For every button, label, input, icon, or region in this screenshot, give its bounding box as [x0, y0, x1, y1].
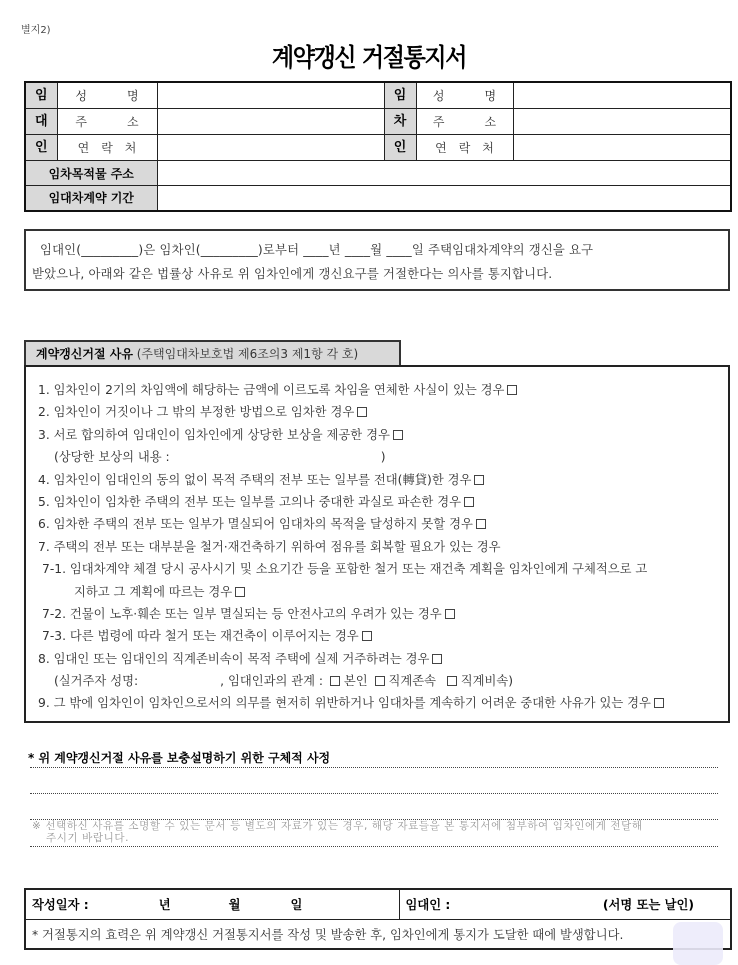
document-title: 계약갱신 거절통지서	[271, 43, 467, 72]
reason-text: 지하고 그 계획에 따르는 경우	[74, 584, 233, 599]
reason-checkbox[interactable]	[654, 698, 664, 708]
landlord-sign-cell[interactable]	[399, 889, 731, 919]
close-paren: )	[508, 674, 514, 689]
reason-item-4	[38, 469, 728, 491]
tenant-side-char: 인	[384, 135, 416, 161]
lease-period-label: 임대차계약 기간	[25, 186, 157, 211]
reason-text: 3. 서로 합의하여 임대인이 임차인에게 상당한 보상을 제공한 경우	[38, 427, 390, 442]
supplement-note-line-1: ※ 선택하신 사유를 소명할 수 있는 문서 등 별도의 자료가 있는 경우, 해당 자료들을 본 통지서에 첨부하여 임차인에게 전달해	[32, 820, 643, 832]
year-label: 년	[158, 898, 171, 913]
label-part: 소	[127, 115, 139, 129]
tenant-contact-label	[416, 135, 513, 161]
relation-self-checkbox[interactable]	[330, 676, 340, 686]
footer-table	[24, 888, 732, 950]
tenant-name-field[interactable]	[513, 82, 731, 109]
reason-item-5	[38, 491, 728, 513]
reason-checkbox[interactable]	[476, 519, 486, 529]
relation-descendant-checkbox[interactable]	[447, 676, 457, 686]
label-part: 소	[484, 115, 497, 129]
reason-item-7-1	[38, 558, 728, 580]
reason-text: 9. 그 밖에 임차인이 임차인으로서의 의무를 현저히 위반하거나 임대차를 계속하기 어려운 중대한 사유가 있는 경우	[38, 696, 651, 711]
reason-item-7-1-cont	[38, 581, 728, 603]
reasons-header-ref: (주택임대차보호법 제6조의3 제1항 각 호)	[136, 347, 359, 361]
effect-note: * 거절통지의 효력은 위 계약갱신 거절통지서를 작성 및 발송한 후, 임차인에게 통지가 도달한 때에 발생합니다.	[25, 919, 731, 949]
reason-text: 2. 임차인이 거짓이나 그 밖의 부정한 방법으로 임차한 경우	[38, 405, 355, 420]
relation-option-self: 본인	[343, 674, 368, 689]
landlord-side-char: 인	[25, 135, 57, 161]
reason-item-3	[38, 424, 728, 446]
reason-item-1	[38, 379, 728, 401]
supplement-line-1[interactable]	[30, 767, 718, 768]
relation-option-descendant: 직계비속	[460, 674, 509, 689]
parties-table	[24, 81, 732, 212]
reason-item-7	[38, 536, 728, 558]
tenant-address-label	[416, 109, 513, 135]
relation-option-ascendant: 직계존속	[388, 674, 437, 689]
reason-checkbox[interactable]	[357, 407, 367, 417]
reason-checkbox[interactable]	[474, 475, 484, 485]
date-cell[interactable]	[25, 889, 399, 919]
reason-checkbox[interactable]	[507, 385, 517, 395]
statement-line-2: 받았으나, 아래와 같은 법률상 사유로 위 임차인에게 갱신요구를 거절한다는 의사를 통지합니다.	[32, 267, 553, 281]
landlord-side-char: 대	[25, 109, 57, 135]
reason-checkbox[interactable]	[235, 587, 245, 597]
landlord-sign-label: 임대인 :	[405, 898, 451, 913]
reason-item-7-2	[38, 603, 728, 625]
label-part: 처	[124, 141, 137, 155]
reason-item-3-detail	[38, 446, 728, 468]
reason-text: 7-3. 다른 법령에 따라 철거 또는 재건축이 이루어지는 경우	[42, 629, 359, 644]
landlord-contact-field[interactable]	[157, 135, 384, 161]
reason-checkbox[interactable]	[464, 497, 474, 507]
lease-period-field[interactable]	[157, 186, 731, 211]
landlord-address-label	[57, 109, 157, 135]
landlord-address-field[interactable]	[157, 109, 384, 135]
label-part: 명	[127, 89, 139, 103]
reason-item-7-3	[38, 625, 728, 647]
reasons-list	[24, 365, 730, 723]
landlord-contact-label	[57, 135, 157, 161]
supplement-line-2[interactable]	[30, 793, 718, 794]
label-part: 처	[482, 141, 494, 155]
reason-item-9	[38, 692, 728, 714]
reason-checkbox[interactable]	[362, 631, 372, 641]
tenant-side-char: 차	[384, 109, 416, 135]
day-label: 일	[290, 898, 303, 913]
label-part: 연	[77, 141, 90, 155]
reason-text: 6. 임차한 주택의 전부 또는 일부가 멸실되어 임대차의 목적을 달성하지 못할 경우	[38, 517, 473, 532]
supplement-title: * 위 계약갱신거절 사유를 보충설명하기 위한 구체적 사정	[28, 751, 331, 765]
label-part: 성	[75, 89, 87, 103]
reason-checkbox[interactable]	[393, 430, 403, 440]
tenant-contact-field[interactable]	[513, 135, 731, 161]
reason-text: 5. 임차인이 임차한 주택의 전부 또는 일부를 고의나 중대한 과실로 파손한 경우	[38, 494, 461, 509]
label-part: 주	[75, 115, 87, 129]
tenant-side-char: 임	[384, 82, 416, 109]
resident-name-label: (실거주자 성명:	[54, 674, 139, 689]
property-address-label: 임차목적물 주소	[25, 161, 157, 186]
landlord-side-char: 임	[25, 82, 57, 109]
reasons-header	[24, 340, 401, 366]
reason-item-8-detail	[38, 670, 728, 692]
date-label: 작성일자 :	[32, 898, 89, 913]
signature-label: (서명 또는 날인)	[602, 898, 694, 913]
reason-text: 7-2. 건물이 노후·훼손 또는 일부 멸실되는 등 안전사고의 우려가 있는 경우	[42, 606, 442, 621]
statement-box	[24, 229, 730, 291]
tenant-name-label	[416, 82, 513, 109]
statement-line-1: 임대인(_________)은 임차인(_________)로부터 ____년 ____월 ____일 주택임대차계약의 갱신을 요구	[40, 243, 594, 257]
reason-text: 7-1. 임대차계약 체결 당시 공사시기 및 소요기간 등을 포함한 철거 또는 재건축 계획을 임차인에게 구체적으로 고	[42, 562, 648, 577]
compensation-detail-field[interactable]: (상당한 보상의 내용 : )	[54, 450, 386, 465]
month-label: 월	[228, 898, 241, 913]
landlord-name-field[interactable]	[157, 82, 384, 109]
reason-item-8	[38, 648, 728, 670]
watermark-logo-icon	[673, 922, 723, 965]
property-address-field[interactable]	[157, 161, 731, 186]
label-part: 성	[432, 89, 445, 103]
supplement-note	[32, 820, 718, 844]
landlord-name-label	[57, 82, 157, 109]
reason-text: 8. 임대인 또는 임대인의 직계존비속이 목적 주택에 실제 거주하려는 경우	[38, 651, 430, 666]
supplement-note-line-2: 주시기 바랍니다.	[46, 832, 130, 844]
label-part: 주	[432, 115, 445, 129]
reason-text: 7. 주택의 전부 또는 대부분을 철거·재건축하기 위하여 점유를 회복할 필요가 있는 경우	[38, 539, 501, 554]
tenant-address-field[interactable]	[513, 109, 731, 135]
relation-ascendant-checkbox[interactable]	[375, 676, 385, 686]
supplement-line-4	[30, 846, 718, 847]
reason-text: 1. 임차인이 2기의 차임액에 해당하는 금액에 이르도록 차임을 연체한 사실이 있는 경우	[38, 383, 505, 397]
label-part: 락	[101, 141, 113, 155]
label-part: 명	[484, 89, 497, 103]
reason-checkbox[interactable]	[432, 654, 442, 664]
annex-label: 별지2)	[21, 25, 51, 36]
reasons-header-title: 계약갱신거절 사유	[36, 347, 133, 361]
reason-item-2	[38, 401, 728, 423]
label-part: 연	[435, 141, 447, 155]
relation-label: , 임대인과의 관계 :	[220, 674, 324, 689]
reason-checkbox[interactable]	[445, 609, 455, 619]
reason-item-6	[38, 513, 728, 535]
reason-text: 4. 임차인이 임대인의 동의 없이 목적 주택의 전부 또는 일부를 전대(轉貸)한 경우	[38, 472, 472, 487]
label-part: 락	[458, 141, 471, 155]
